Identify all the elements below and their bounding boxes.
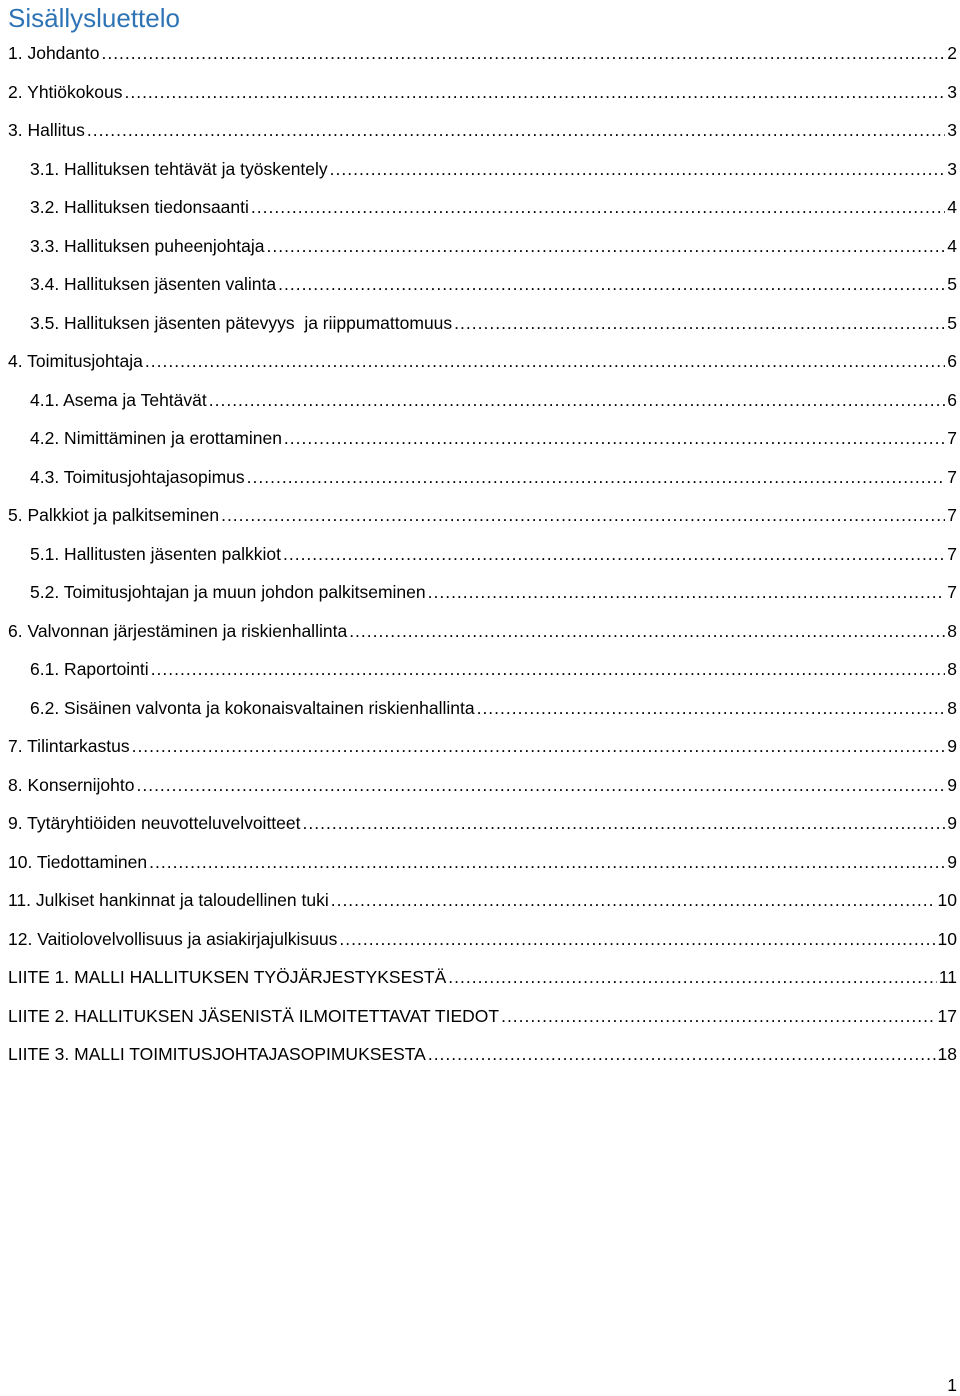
toc-entry[interactable] xyxy=(0,496,960,535)
toc-entry[interactable] xyxy=(0,689,960,728)
dot-leader xyxy=(251,188,945,227)
toc-entry[interactable] xyxy=(0,958,960,997)
dot-leader xyxy=(331,881,936,920)
toc-entry[interactable] xyxy=(0,304,960,343)
toc-entry[interactable] xyxy=(0,342,960,381)
toc-entry[interactable] xyxy=(0,843,960,882)
toc-entry-label: 7. Tilintarkastus xyxy=(8,736,130,756)
toc-entry-page: 9 xyxy=(947,736,957,756)
toc-entry[interactable] xyxy=(0,150,960,189)
toc-entry-label: LIITE 2. HALLITUKSEN JÄSENISTÄ ILMOITETTAVAT TIEDOT xyxy=(8,1005,500,1026)
toc-entry-page: 11 xyxy=(938,967,957,987)
toc-entry[interactable] xyxy=(0,881,960,920)
toc-entry-page: 18 xyxy=(937,1044,957,1064)
dot-leader xyxy=(278,265,945,304)
toc-entry[interactable] xyxy=(0,920,960,959)
toc-entry-page: 6 xyxy=(947,351,957,371)
toc-entry[interactable] xyxy=(0,727,960,766)
toc-entry[interactable] xyxy=(0,73,960,112)
dot-leader xyxy=(149,843,945,882)
toc-entry[interactable] xyxy=(0,1035,960,1074)
dot-leader xyxy=(330,150,946,189)
toc-entry-label: 6. Valvonnan järjestäminen ja riskienhallinta xyxy=(8,620,348,641)
toc-entry-label: 5.1. Hallitusten jäsenten palkkiot xyxy=(30,543,281,564)
toc-entry-label: 9. Tytäryhtiöiden neuvotteluvelvoitteet xyxy=(8,813,301,833)
toc-entry[interactable] xyxy=(0,573,960,612)
toc-entry-label: 3.1. Hallituksen tehtävät ja työskentely xyxy=(30,158,328,179)
toc-entry-label: 11. Julkiset hankinnat ja taloudellinen tuki xyxy=(8,890,329,910)
dot-leader xyxy=(145,342,945,381)
toc-entry-page: 4 xyxy=(947,235,957,256)
dot-leader xyxy=(501,997,935,1036)
toc-entry-page: 7 xyxy=(947,543,957,564)
toc-entry-page: 10 xyxy=(937,890,957,910)
dot-leader xyxy=(87,111,945,150)
toc-entry[interactable] xyxy=(0,111,960,150)
dot-leader xyxy=(428,573,946,612)
dot-leader xyxy=(221,496,945,535)
toc-entry-page: 7 xyxy=(947,582,957,602)
table-of-contents xyxy=(0,34,960,1074)
toc-entry-label: 6.2. Sisäinen valvonta ja kokonaisvaltainen riskienhallinta xyxy=(30,697,475,718)
toc-entry-label: LIITE 1. MALLI HALLITUKSEN TYÖJÄRJESTYKSESTÄ xyxy=(8,967,447,987)
toc-entry-page: 5 xyxy=(947,312,957,333)
toc-entry[interactable] xyxy=(0,766,960,805)
toc-entry-label: 2. Yhtiökokous xyxy=(8,81,123,102)
toc-entry-label: 5. Palkkiot ja palkitseminen xyxy=(8,505,220,525)
toc-entry[interactable] xyxy=(0,612,960,651)
dot-leader xyxy=(266,227,945,266)
toc-entry-page: 4 xyxy=(947,197,957,217)
toc-entry-page: 9 xyxy=(947,774,957,795)
toc-entry[interactable] xyxy=(0,997,960,1036)
toc-entry-label: 3. Hallitus xyxy=(8,120,85,140)
dot-leader xyxy=(283,535,945,574)
toc-entry-label: 3.5. Hallituksen jäsenten pätevyys ja riippumattomuus xyxy=(30,312,453,333)
dot-leader xyxy=(349,612,945,651)
toc-entry-label: 3.4. Hallituksen jäsenten valinta xyxy=(30,274,277,294)
toc-entry[interactable] xyxy=(0,381,960,420)
dot-leader xyxy=(428,1035,936,1074)
toc-entry-page: 2 xyxy=(947,43,957,63)
toc-entry-page: 3 xyxy=(947,120,957,140)
toc-entry-page: 8 xyxy=(947,697,957,718)
toc-entry[interactable] xyxy=(0,804,960,843)
toc-entry-label: 4. Toimitusjohtaja xyxy=(8,351,143,371)
toc-entry-page: 5 xyxy=(947,274,957,294)
toc-entry[interactable] xyxy=(0,419,960,458)
toc-entry-page: 8 xyxy=(947,620,957,641)
toc-entry-label: 1. Johdanto xyxy=(8,43,100,63)
toc-entry[interactable] xyxy=(0,650,960,689)
toc-entry-label: 6.1. Raportointi xyxy=(30,659,149,679)
dot-leader xyxy=(247,458,946,497)
dot-leader xyxy=(303,804,946,843)
toc-entry-label: 10. Tiedottaminen xyxy=(8,851,148,872)
toc-entry[interactable] xyxy=(0,265,960,304)
dot-leader xyxy=(209,381,946,420)
toc-entry[interactable] xyxy=(0,535,960,574)
toc-entry-page: 17 xyxy=(937,1005,957,1026)
toc-entry-label: 5.2. Toimitusjohtajan ja muun johdon palkitseminen xyxy=(30,582,426,602)
page-title: Sisällysluettelo xyxy=(8,3,180,33)
dot-leader xyxy=(101,34,945,73)
toc-entry-page: 3 xyxy=(947,158,957,179)
dot-leader xyxy=(284,419,945,458)
toc-entry-page: 9 xyxy=(947,851,957,872)
toc-entry-page: 10 xyxy=(937,928,957,949)
dot-leader xyxy=(339,920,935,959)
toc-entry-label: 4.3. Toimitusjohtajasopimus xyxy=(30,466,245,487)
toc-entry[interactable] xyxy=(0,34,960,73)
toc-entry-label: 8. Konsernijohto xyxy=(8,774,135,795)
toc-entry[interactable] xyxy=(0,188,960,227)
toc-entry-label: 12. Vaitiolovelvollisuus ja asiakirjajulkisuus xyxy=(8,928,338,949)
dot-leader xyxy=(132,727,946,766)
toc-entry-label: 3.3. Hallituksen puheenjohtaja xyxy=(30,235,265,256)
toc-entry-label: 3.2. Hallituksen tiedonsaanti xyxy=(30,197,249,217)
toc-entry-label: LIITE 3. MALLI TOIMITUSJOHTAJASOPIMUKSESTA xyxy=(8,1044,426,1064)
toc-entry-page: 6 xyxy=(947,389,957,410)
dot-leader xyxy=(454,304,945,343)
toc-entry-page: 8 xyxy=(947,659,957,679)
toc-entry-label: 4.2. Nimittäminen ja erottaminen xyxy=(30,428,282,448)
toc-entry[interactable] xyxy=(0,227,960,266)
dot-leader xyxy=(136,766,945,805)
dot-leader xyxy=(448,958,937,997)
page-number: 1 xyxy=(947,1375,957,1395)
dot-leader xyxy=(151,650,946,689)
toc-entry-page: 7 xyxy=(947,505,957,525)
toc-entry-page: 7 xyxy=(947,428,957,448)
toc-entry-label: 4.1. Asema ja Tehtävät xyxy=(30,389,207,410)
dot-leader xyxy=(124,73,945,112)
toc-entry-page: 3 xyxy=(947,81,957,102)
toc-entry-page: 7 xyxy=(947,466,957,487)
toc-entry-page: 9 xyxy=(947,813,957,833)
dot-leader xyxy=(477,689,946,728)
toc-entry[interactable] xyxy=(0,458,960,497)
